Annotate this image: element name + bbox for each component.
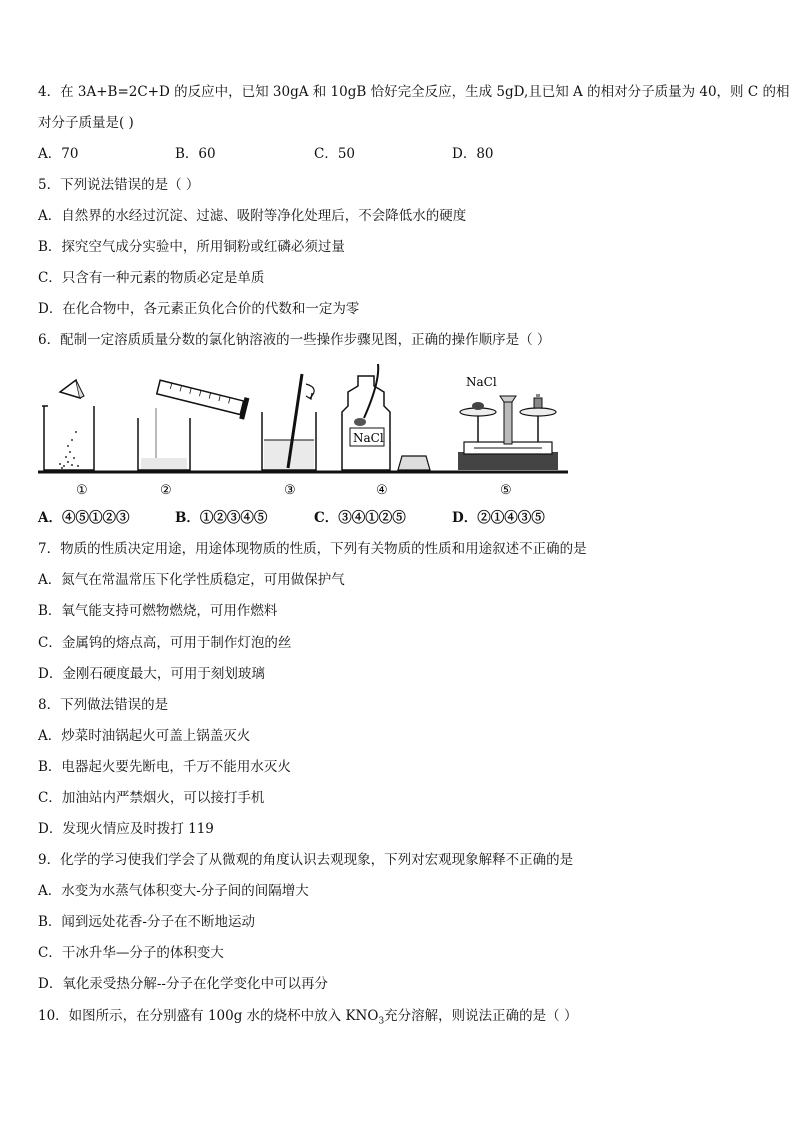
step2-cylinder-pouring-water <box>138 376 249 470</box>
q10-stem-subscript: 3 <box>378 1016 385 1027</box>
q4-option-c[interactable]: C．50 <box>314 146 356 162</box>
q6-option-d[interactable]: D．②①④③⑤ <box>452 510 545 526</box>
q10-stem <box>38 1007 577 1031</box>
q7-stem: 7．物质的性质决定用途，用途体现物质的性质，下列有关物质的性质和用途叙述不正确的是 <box>38 541 587 557</box>
q8-option-c[interactable]: C．加油站内严禁烟火，可以接打手机 <box>38 790 265 806</box>
q10-stem-post: 充分溶解，则说法正确的是（ ） <box>384 1008 578 1024</box>
step1-beaker-pouring-solid <box>42 380 94 470</box>
step1-label: ① <box>76 483 88 498</box>
q5-option-d[interactable]: D．在化合物中，各元素正负化合价的代数和一定为零 <box>38 301 360 317</box>
step3-label: ③ <box>284 483 296 498</box>
q9-option-c[interactable]: C．干冰升华—分子的体积变大 <box>38 945 224 961</box>
q5-option-b[interactable]: B．探究空气成分实验中，所用铜粉或红磷必须过量 <box>38 239 345 255</box>
q8-stem: 8．下列做法错误的是 <box>38 697 169 713</box>
q7-option-a[interactable]: A．氮气在常温常压下化学性质稳定，可用做保护气 <box>38 572 345 588</box>
balance-label: NaCl <box>466 375 497 389</box>
q6-option-b[interactable]: B．①②③④⑤ <box>175 510 268 526</box>
q7-option-d[interactable]: D．金刚石硬度最大，可用于刻划玻璃 <box>38 666 265 682</box>
q4-option-b[interactable]: B．60 <box>175 146 216 162</box>
q8-option-a[interactable]: A．炒菜时油锅起火可盖上锅盖灭火 <box>38 728 251 744</box>
q5-option-c[interactable]: C．只含有一种元素的物质必定是单质 <box>38 270 265 286</box>
q4-stem-line2: 对分子质量是( ) <box>38 115 134 131</box>
q5-stem: 5．下列说法错误的是（ ） <box>38 177 200 193</box>
step2-label: ② <box>160 483 172 498</box>
step3-stirring-beaker <box>262 374 316 470</box>
q6-figure <box>38 362 578 502</box>
q7-option-b[interactable]: B．氧气能支持可燃物燃烧，可用作燃料 <box>38 603 278 619</box>
step5-label: ⑤ <box>500 483 512 498</box>
q4-option-d[interactable]: D．80 <box>452 146 494 162</box>
q7-option-c[interactable]: C．金属钨的熔点高，可用于制作灯泡的丝 <box>38 635 292 651</box>
q9-option-a[interactable]: A．水变为水蒸气体积变大-分子间的间隔增大 <box>38 883 309 899</box>
step4-label: ④ <box>376 483 388 498</box>
q6-option-c[interactable]: C．③④①②⑤ <box>314 510 406 526</box>
q9-option-b[interactable]: B．闻到远处花香-分子在不断地运动 <box>38 914 255 930</box>
q6-stem: 6．配制一定溶质质量分数的氯化钠溶液的一些操作步骤见图，正确的操作顺序是（ ） <box>38 332 551 348</box>
q6-option-a[interactable]: A．④⑤①②③ <box>38 510 130 526</box>
q9-stem: 9．化学的学习使我们学会了从微观的角度认识去观现象，下列对宏观现象解释不正确的是 <box>38 852 574 868</box>
step5-weighing-balance <box>458 375 558 470</box>
q10-stem-pre: 10．如图所示，在分别盛有 100g 水的烧杯中放入 KNO <box>38 1008 379 1024</box>
q4-stem-line1: 4．在 3A+B=2C+D 的反应中，已知 30gA 和 10gB 恰好完全反应，生成 5gD,且已知 A 的相对分子质量为 40，则 C 的相 <box>38 84 790 100</box>
q9-option-d[interactable]: D．氧化汞受热分解--分子在化学变化中可以再分 <box>38 976 328 992</box>
bottle-label: NaCl <box>353 431 384 445</box>
q5-option-a[interactable]: A．自然界的水经过沉淀、过滤、吸附等净化处理后，不会降低水的硬度 <box>38 208 467 224</box>
q8-option-b[interactable]: B．电器起火要先断电，千万不能用水灭火 <box>38 759 291 775</box>
q4-option-a[interactable]: A．70 <box>38 146 79 162</box>
step4-nacl-reagent-bottle <box>342 364 430 470</box>
q8-option-d[interactable]: D．发现火情应及时拨打 119 <box>38 821 214 837</box>
